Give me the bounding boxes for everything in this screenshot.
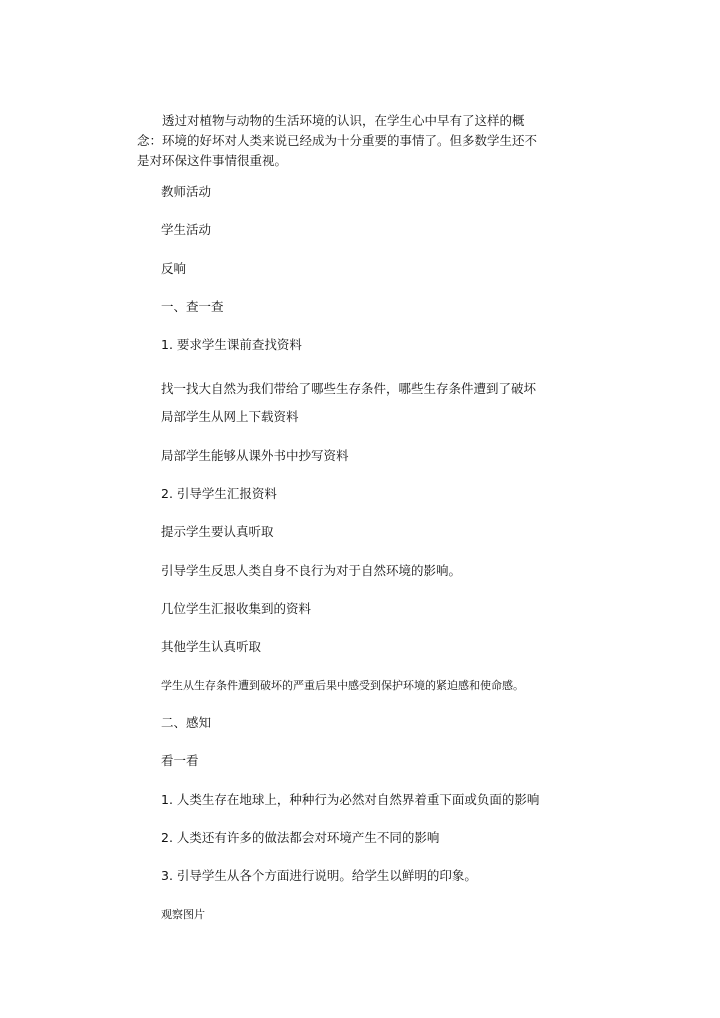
list-item: 看一看 [161, 753, 199, 768]
list-item: 学生从生存条件遭到破坏的严重后果中感受到保护环境的紧迫感和使命感。 [161, 679, 524, 692]
line-response: 反响 [161, 261, 187, 276]
list-item: 1. 人类生存在地球上，种种行为必然对自然界着重下面或负面的影响 [161, 792, 540, 807]
intro-paragraph: 透过对植物与动物的生活环境的认识，在学生心中早有了这样的概念：环境的好坏对人类来说已经成为十分重要的事情了。但多数学生还不是对环保这件事情很重视。 [137, 113, 538, 168]
list-item: 1. 要求学生课前查找资料 [161, 337, 302, 352]
list-item: 局部学生从网上下载资料 [161, 409, 299, 424]
list-item: 找一找大自然为我们带给了哪些生存条件，哪些生存条件遭到了破坏 [161, 381, 537, 396]
list-item: 引导学生反思人类自身不良行为对于自然环境的影响。 [161, 563, 462, 578]
list-item: 其他学生认真听取 [161, 639, 262, 654]
line-teacher-activity: 教师活动 [161, 184, 212, 199]
list-item: 2. 引导学生汇报资料 [161, 486, 277, 501]
list-item: 2. 人类还有许多的做法都会对环境产生不同的影响 [161, 830, 440, 845]
list-item: 提示学生要认真听取 [161, 524, 274, 539]
list-item: 局部学生能够从课外书中抄写资料 [161, 448, 349, 463]
list-item: 几位学生汇报收集到的资料 [161, 601, 312, 616]
section-heading-perceive: 二、感知 [161, 715, 212, 730]
list-item: 3. 引导学生从各个方面进行说明。给学生以鲜明的印象。 [161, 868, 477, 883]
line-student-activity: 学生活动 [161, 222, 212, 237]
list-item: 观察图片 [161, 908, 205, 921]
section-heading-check: 一、查一查 [161, 299, 224, 314]
